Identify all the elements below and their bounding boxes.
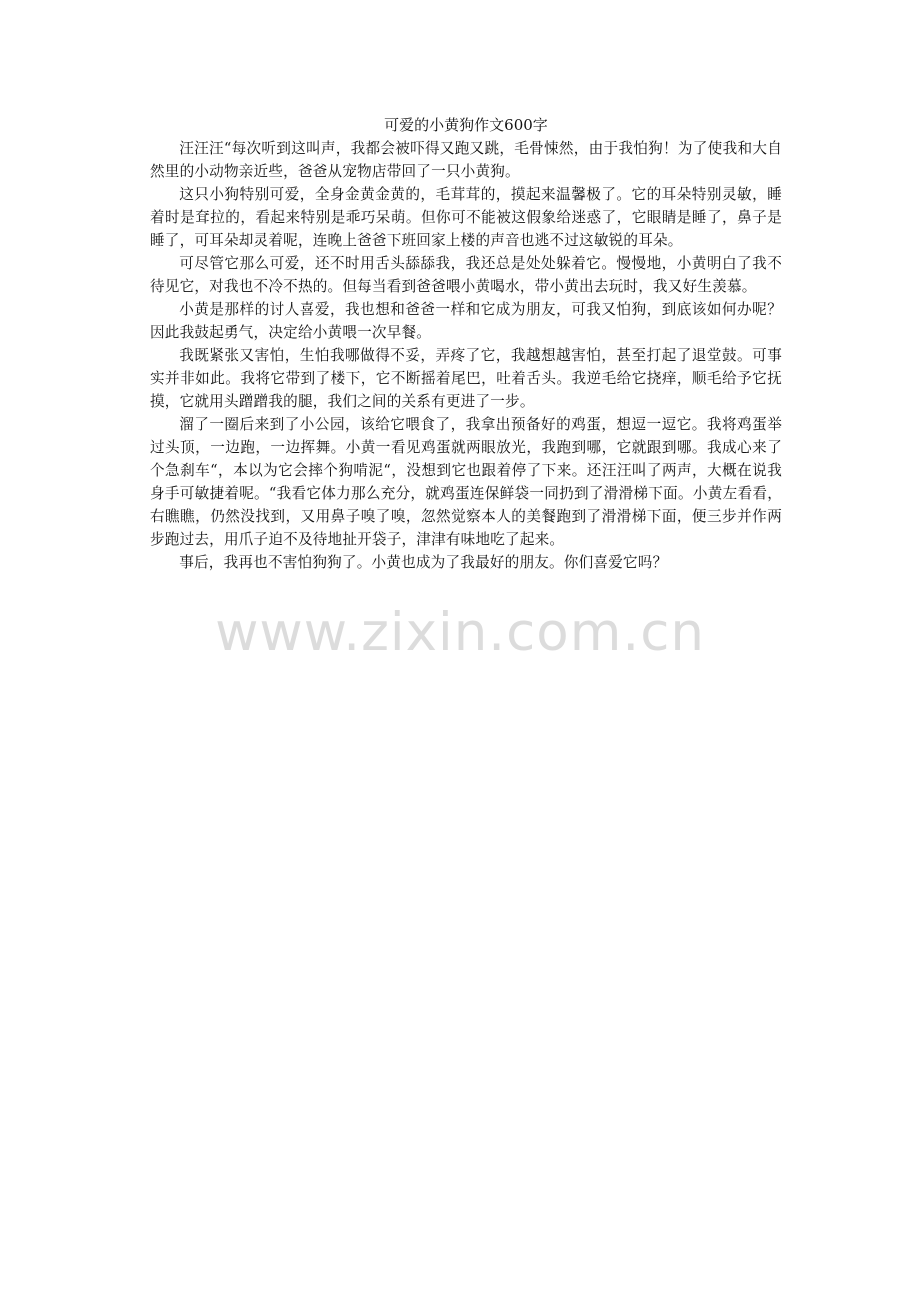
paragraph-4: 小黄是那样的讨人喜爱，我也想和爸爸一样和它成为朋友，可我又怕狗，到底该如何办呢？因此我鼓起勇气，决定给小黄喂一次早餐。 [150,301,782,341]
article [150,114,782,574]
paragraph-1: 汪汪汪“每次听到这叫声，我都会被吓得又跑又跳，毛骨悚然，由于我怕狗！为了使我和大自然里的小动物亲近些，爸爸从宠物店带回了一只小黄狗。 [150,140,782,180]
paragraph-7: 事后，我再也不害怕狗狗了。小黄也成为了我最好的朋友。你们喜爱它吗？ [179,554,668,571]
site-watermark: www.zixin.com.cn [215,602,705,663]
paragraph-6: 溜了一圈后来到了小公园，该给它喂食了，我拿出预备好的鸡蛋，想逗一逗它。我将鸡蛋举过头顶，一边跑，一边挥舞。小黄一看见鸡蛋就两眼放光，我跑到哪，它就跟到哪。我成心来了个急刹车“，本以为它会摔个狗啃泥“，没想到它也跟着停了下来。还汪汪叫了两声，大概在说我身手可敏捷着呢。“我看它体力那么充分，就鸡蛋连保鲜袋一同扔到了滑滑梯下面。小黄左看看，右瞧瞧，仍然没找到，又用鼻子嗅了嗅，忽然觉察本人的美餐跑到了滑滑梯下面，便三步并作两步跑过去，用爪子迫不及待地扯开袋子，津津有味地吃了起来。 [150,416,782,548]
paragraph-2: 这只小狗特别可爱，全身金黄金黄的，毛茸茸的，摸起来温馨极了。它的耳朵特别灵敏，睡着时是耷拉的，看起来特别是乖巧呆萌。但你可不能被这假象给迷惑了，它眼睛是睡了，鼻子是睡了，可耳朵却灵着呢，连晚上爸爸下班回家上楼的声音也逃不过这敏锐的耳朵。 [150,186,782,249]
essay-title: 可爱的小黄狗作文600字 [384,116,548,134]
paragraph-3: 可尽管它那么可爱，还不时用舌头舔舔我，我还总是处处躲着它。慢慢地，小黄明白了我不待见它，对我也不冷不热的。但每当看到爸爸喂小黄喝水，带小黄出去玩时，我又好生羡慕。 [150,255,782,295]
paragraph-5: 我既紧张又害怕，生怕我哪做得不妥，弄疼了它，我越想越害怕，甚至打起了退堂鼓。可事实并非如此。我将它带到了楼下，它不断摇着尾巴，吐着舌头。我逆毛给它挠痒，顺毛给予它抚摸，它就用头蹭蹭我的腿，我们之间的关系有更进了一步。 [150,347,782,410]
